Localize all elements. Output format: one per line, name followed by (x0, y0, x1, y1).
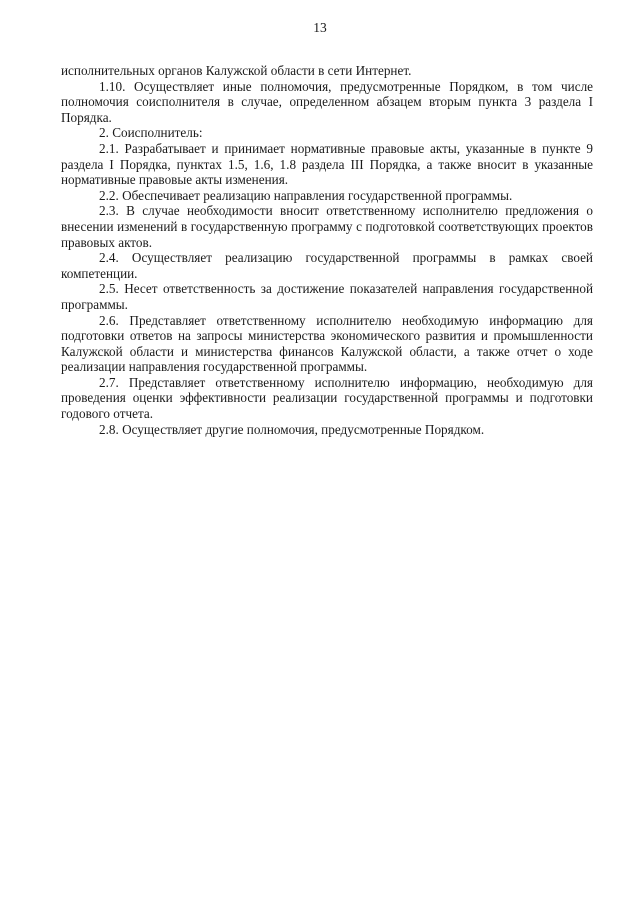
section-heading-co-executor: 2. Соисполнитель: (99, 125, 203, 141)
paragraph-1-10: 1.10. Осуществляет иные полномочия, предусмотренные Порядком, в том числе полномочия соисполнителя в случае, определенном абзацем вторым пункта 3 раздела I Порядка. (61, 78, 593, 125)
paragraph-continuation: исполнительных органов Калужской области в сети Интернет. (61, 63, 412, 78)
paragraph-2-7: 2.7. Представляет ответственному исполнителю информацию, необходимую для проведения оценки эффективности реализации государственной программы и подготовки годового отчета. (61, 374, 593, 422)
document-body (61, 63, 593, 437)
paragraph-2-6: 2.6. Представляет ответственному исполнителю необходимую информацию для подготовки ответов на запросы министерства экономического развития и промышленности Калужской области и министерства финансов Калужской области, а также отчет о ходе реализации направления государственной программы. (61, 312, 593, 375)
paragraph-2-8: 2.8. Осуществляет другие полномочия, предусмотренные Порядком. (99, 421, 485, 437)
paragraph-2-4: 2.4. Осуществляет реализацию государственной программы в рамках своей компетенции. (61, 250, 593, 281)
page-number: 13 (313, 20, 327, 35)
paragraph-2-3: 2.3. В случае необходимости вносит ответственному исполнителю предложения о внесении изменений в государственную программу с подготовкой соответствующих проектов правовых актов. (61, 203, 593, 250)
paragraph-2-2: 2.2. Обеспечивает реализацию направления государственной программы. (99, 187, 513, 203)
paragraph-2-5: 2.5. Несет ответственность за достижение показателей направления государственной программы. (61, 281, 593, 312)
paragraph-2-1: 2.1. Разрабатывает и принимает нормативные правовые акты, указанные в пункте 9 раздела I Порядка, пунктах 1.5, 1.6, 1.8 раздела III Порядка, а также вносит в указанные нормативные правовые акты изменения. (61, 140, 593, 188)
